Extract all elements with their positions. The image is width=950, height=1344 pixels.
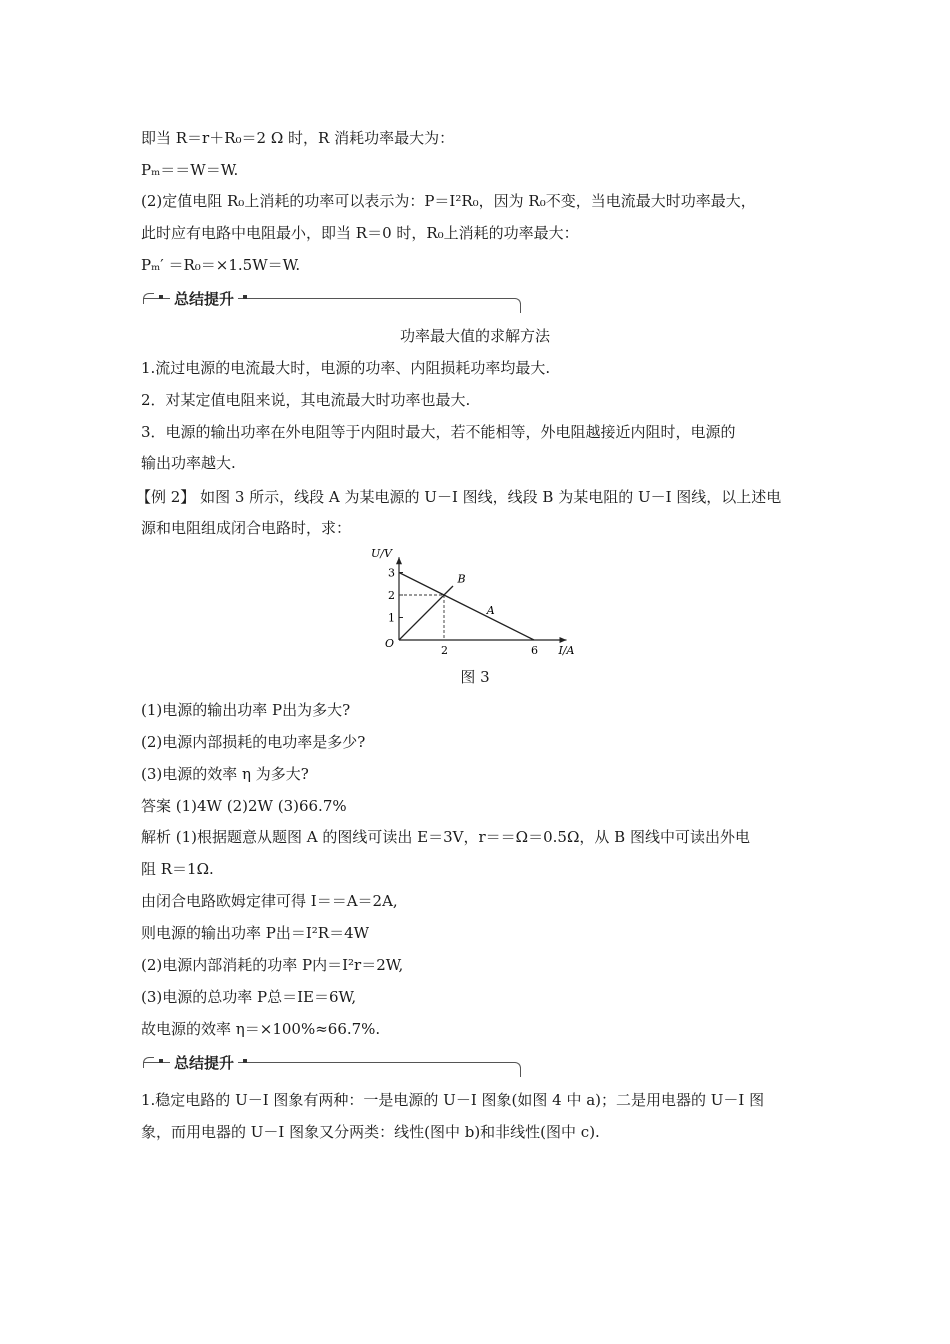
summary-header-1 bbox=[143, 290, 521, 313]
analysis-line-7: 故电源的效率 η＝×100%≈66.7%. bbox=[141, 1020, 381, 1038]
example-line-2: 源和电阻组成闭合电路时，求： bbox=[141, 519, 352, 537]
series-label-B: B bbox=[457, 572, 466, 586]
text-line-4: 此时应有电路中电阻最小，即当 R＝0 时，R₀上消耗的功率最大： bbox=[141, 224, 579, 242]
summary-title: 功率最大值的求解方法 bbox=[399, 327, 550, 345]
analysis-line-6: (3)电源的总功率 P总＝IE＝6W, bbox=[141, 988, 357, 1006]
y-tick-label: 1 bbox=[388, 611, 395, 625]
question-3: (3)电源的效率 η 为多大? bbox=[141, 765, 309, 783]
text-line-5: Pₘ′ ＝R₀＝×1.5W＝W. bbox=[141, 256, 301, 274]
y-axis-arrow bbox=[396, 557, 402, 564]
series-line-A bbox=[399, 573, 534, 641]
square-icon bbox=[159, 1059, 163, 1063]
summary-item-2: 2．对某定值电阻来说，其电流最大时功率也最大. bbox=[141, 391, 471, 409]
analysis-line-2: 阻 R＝1Ω. bbox=[141, 860, 214, 878]
y-tick-label: 3 bbox=[388, 566, 395, 580]
summary-item-1: 1.流过电源的电流最大时，电源的功率、内阻损耗功率均最大. bbox=[141, 359, 551, 377]
text-line-2: Pₘ＝＝W＝W. bbox=[141, 161, 239, 179]
x-axis-arrow bbox=[560, 637, 567, 643]
text-line-3: (2)定值电阻 R₀上消耗的功率可以表示为：P＝I²R₀，因为 R₀不变，当电流最大时功率最大， bbox=[141, 192, 756, 210]
text-line-1: 即当 R＝r＋R₀＝2 Ω 时，R 消耗功率最大为： bbox=[141, 129, 455, 147]
origin-label: O bbox=[385, 637, 395, 650]
x-tick-label: 2 bbox=[441, 644, 448, 657]
summary2-item-2: 象，而用电器的 U－I 图象又分两类：线性(图中 b)和非线性(图中 c). bbox=[141, 1123, 600, 1141]
summary-item-3: 3．电源的输出功率在外电阻等于内阻时最大，若不能相等，外电阻越接近内阻时，电源的 bbox=[141, 423, 736, 441]
square-icon bbox=[243, 295, 247, 299]
example-line-1: 【例 2】 如图 3 所示，线段 A 为某电源的 U－I 图线，线段 B 为某电阻的 U－I 图线，以上述电 bbox=[136, 488, 782, 506]
question-2: (2)电源内部损耗的电功率是多少? bbox=[141, 733, 366, 751]
analysis-line-3: 由闭合电路欧姆定律可得 I＝＝A＝2A, bbox=[141, 892, 398, 910]
summary-item-4: 输出功率越大. bbox=[141, 454, 236, 472]
x-tick-label: 6 bbox=[531, 644, 538, 657]
summary2-item-1: 1.稳定电路的 U－I 图象有两种：一是电源的 U－I 图象(如图 4 中 a)；二是用电器的 U－I 图 bbox=[141, 1091, 765, 1109]
analysis-line-1: 解析 (1)根据题意从题图 A 的图线可读出 E＝3V，r＝＝Ω＝0.5Ω，从 B 图线中可读出外电 bbox=[141, 828, 750, 846]
series-label-A: A bbox=[486, 604, 495, 618]
square-icon bbox=[159, 295, 163, 299]
analysis-line-4: 则电源的输出功率 P出＝I²R＝4W bbox=[141, 924, 370, 942]
analysis-line-5: (2)电源内部消耗的功率 P内＝I²r＝2W, bbox=[141, 956, 404, 974]
series-line-B bbox=[399, 586, 453, 640]
ui-graph-figure bbox=[360, 545, 590, 663]
y-axis-label: U/V bbox=[371, 547, 392, 560]
summary-header-2 bbox=[143, 1054, 521, 1077]
square-icon bbox=[243, 1059, 247, 1063]
x-axis-label: I/A bbox=[558, 644, 575, 657]
answer: 答案 (1)4W (2)2W (3)66.7% bbox=[141, 797, 347, 815]
summary-label: 总结提升 bbox=[170, 1052, 238, 1073]
figure-caption: 图 3 bbox=[460, 668, 490, 686]
summary-label: 总结提升 bbox=[170, 288, 238, 309]
y-tick-label: 2 bbox=[388, 589, 395, 602]
question-1: (1)电源的输出功率 P出为多大? bbox=[141, 701, 351, 719]
